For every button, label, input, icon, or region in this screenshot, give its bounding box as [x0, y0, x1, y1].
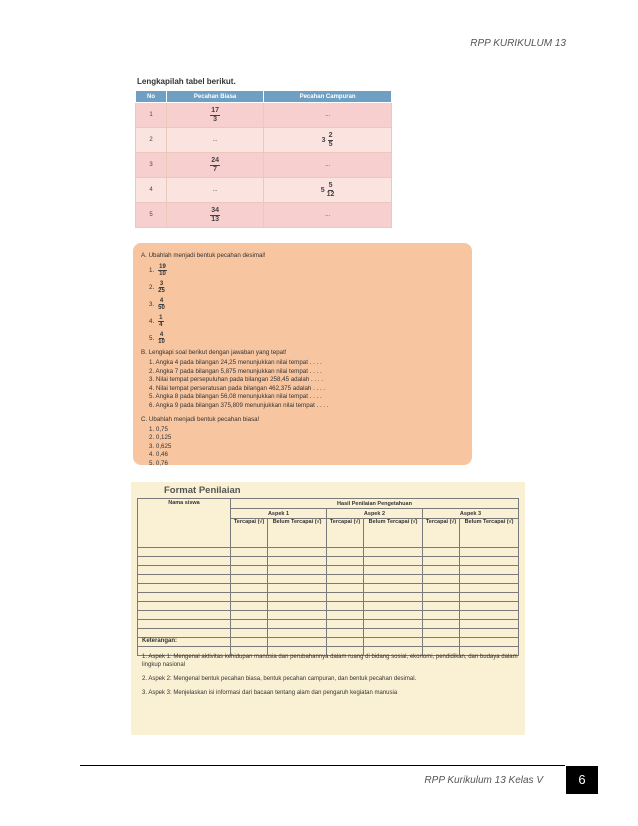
fraction-denominator: 3	[213, 115, 218, 123]
fraction	[158, 298, 165, 312]
section-b-title: B. Lengkapi soal berikut dengan jawaban yang tepat!	[141, 349, 287, 356]
page-number: 6	[566, 766, 598, 794]
fraction-numerator: 17	[211, 106, 219, 114]
list-item: 4. Nilai tempat perseratusan pada bilangan 462,375 adalah . . . .	[149, 384, 326, 392]
table-row	[138, 575, 519, 584]
fraction-numerator: 4	[159, 331, 164, 338]
empty-cell	[326, 575, 363, 584]
item-number: 4.	[149, 318, 155, 325]
empty-cell	[326, 593, 363, 602]
col-tercapai: Tercapai (√)	[326, 519, 363, 548]
list-item	[149, 313, 466, 330]
empty-cell	[460, 548, 519, 557]
table-row	[138, 620, 519, 629]
item-number: 5.	[149, 335, 155, 342]
fraction-denominator: 10	[158, 339, 165, 345]
assessment-table	[137, 498, 519, 656]
empty-cell	[326, 566, 363, 575]
empty-cell	[138, 548, 231, 557]
pecahan-biasa-cell: ...	[167, 178, 264, 203]
empty-cell	[231, 611, 268, 620]
item-number: 1.	[149, 267, 155, 274]
running-header: RPP KURIKULUM 13	[470, 38, 566, 49]
table-row	[136, 153, 392, 178]
footer-text: RPP Kurikulum 13 Kelas V	[424, 775, 543, 786]
fraction-numerator: 34	[211, 206, 219, 214]
mixed-fraction	[322, 132, 334, 149]
empty-cell	[422, 593, 459, 602]
fraction	[328, 132, 334, 149]
empty-cell	[460, 620, 519, 629]
empty-cell	[460, 566, 519, 575]
list-item: 2. Angka 7 pada bilangan 5,875 menunjukkan nilai tempat . . . .	[149, 367, 322, 375]
empty-cell	[422, 566, 459, 575]
format-title: Format Penilaian	[164, 485, 241, 496]
empty-cell	[460, 575, 519, 584]
col-hasil-penilaian: Hasil Penilaian Pengetahuan	[231, 499, 519, 509]
fraction-numerator: 2	[328, 131, 333, 139]
pecahan-campuran-cell	[264, 178, 392, 203]
empty-cell	[364, 557, 423, 566]
empty-cell	[460, 611, 519, 620]
col-nama-siswa: Nama siswa	[138, 499, 231, 548]
fraction-numerator: 1	[159, 314, 163, 321]
section-c-title: C. Ubahlah menjadi bentuk pecahan biasa!	[141, 415, 260, 423]
table-row	[138, 557, 519, 566]
empty-cell	[138, 584, 231, 593]
mixed-whole: 5	[320, 186, 325, 194]
footer-rule	[80, 765, 565, 766]
empty-cell	[231, 557, 268, 566]
fraction-denominator: 12	[326, 190, 335, 198]
fraction-denominator: 5	[328, 140, 333, 148]
list-item: 1. 0,75	[149, 425, 168, 433]
list-item: 6. Angka 9 pada bilangan 375,809 menunjukkan nilai tempat . . . .	[149, 401, 329, 409]
empty-cell	[138, 566, 231, 575]
row-number: 5	[136, 203, 167, 228]
pecahan-biasa-cell	[167, 203, 264, 228]
empty-cell	[326, 611, 363, 620]
table-row	[136, 203, 392, 228]
empty-cell	[422, 557, 459, 566]
fraction-denominator: 50	[158, 305, 165, 311]
list-item: 1. Angka 4 pada bilangan 24,25 menunjukkan nilai tempat . . . .	[149, 359, 322, 366]
empty-cell	[138, 557, 231, 566]
row-number: 2	[136, 128, 167, 153]
empty-cell	[364, 548, 423, 557]
assessment-format	[131, 482, 525, 735]
table-row	[136, 178, 392, 203]
empty-cell	[268, 611, 327, 620]
empty-cell	[268, 557, 327, 566]
fraction-numerator: 4	[159, 297, 164, 304]
empty-cell	[364, 593, 423, 602]
table-row	[138, 593, 519, 602]
empty-cell	[364, 611, 423, 620]
empty-cell	[422, 602, 459, 611]
pecahan-biasa-cell	[167, 153, 264, 178]
empty-cell	[268, 575, 327, 584]
empty-cell	[422, 611, 459, 620]
list-item: 4. 0,46	[149, 451, 168, 459]
fraction-denominator: 25	[158, 288, 165, 294]
empty-cell	[231, 566, 268, 575]
table-row	[138, 548, 519, 557]
empty-cell	[422, 584, 459, 593]
empty-cell	[364, 584, 423, 593]
empty-cell	[326, 557, 363, 566]
list-item: 5. 0,76	[149, 459, 168, 467]
empty-cell	[268, 593, 327, 602]
fraction-denominator: 7	[213, 165, 218, 173]
empty-cell	[326, 584, 363, 593]
item-number: 3.	[149, 301, 155, 308]
empty-cell	[460, 584, 519, 593]
list-item	[149, 262, 466, 279]
col-belum-tercapai: Belum Tercapai (√)	[364, 519, 423, 548]
pecahan-campuran-cell: ...	[264, 203, 392, 228]
empty-cell	[138, 611, 231, 620]
table-row	[138, 611, 519, 620]
pecahan-campuran-cell: ...	[264, 153, 392, 178]
empty-cell	[231, 593, 268, 602]
col-belum-tercapai: Belum Tercapai (√)	[460, 519, 519, 548]
empty-cell	[268, 566, 327, 575]
empty-cell	[268, 584, 327, 593]
empty-cell	[326, 620, 363, 629]
exercise-box	[133, 243, 472, 465]
pecahan-campuran-cell	[264, 128, 392, 153]
header-no: No	[136, 91, 167, 103]
empty-cell	[268, 602, 327, 611]
col-tercapai: Tercapai (√)	[231, 519, 268, 548]
keterangan	[142, 637, 520, 703]
empty-cell	[231, 584, 268, 593]
item-number: 2.	[149, 284, 155, 291]
col-belum-tercapai: Belum Tercapai (√)	[268, 519, 327, 548]
fraction-numerator: 19	[159, 263, 166, 270]
list-item: 2. 0,125	[149, 434, 172, 442]
mixed-whole: 3	[321, 136, 326, 144]
row-number: 1	[136, 103, 167, 128]
col-aspek-1: Aspek 1	[231, 509, 327, 519]
empty-cell	[138, 575, 231, 584]
empty-cell	[460, 557, 519, 566]
empty-cell	[364, 566, 423, 575]
fraction	[210, 107, 220, 124]
fraction	[327, 182, 335, 199]
table-row	[138, 566, 519, 575]
fraction	[210, 157, 220, 174]
fraction-denominator: 10	[159, 271, 166, 277]
empty-cell	[364, 575, 423, 584]
fraction-denominator: 4	[159, 322, 163, 328]
table-row	[138, 584, 519, 593]
empty-cell	[138, 593, 231, 602]
empty-cell	[364, 602, 423, 611]
col-aspek-3: Aspek 3	[422, 509, 518, 519]
fraction-table	[135, 90, 392, 228]
mixed-fraction	[321, 182, 335, 199]
keterangan-item: 1. Aspek 1: Mengenal aktivitas kehidupan manusia dan perubahannya dalam ruang di bidang sosial, ekonomi, pendidikan, dan budaya dalam lingkup nasional	[142, 654, 518, 668]
row-number: 4	[136, 178, 167, 203]
table-instruction: Lengkapilah tabel berikut.	[137, 77, 236, 86]
empty-cell	[422, 620, 459, 629]
row-number: 3	[136, 153, 167, 178]
header-pecahan-biasa: Pecahan Biasa	[167, 91, 264, 103]
keterangan-item: 2. Aspek 2: Mengenal bentuk pecahan biasa, bentuk pecahan campuran, dan bentuk pecahan desimal.	[142, 676, 417, 682]
fraction	[158, 264, 167, 278]
pecahan-biasa-cell: ...	[167, 128, 264, 153]
table-row	[136, 103, 392, 128]
fraction	[158, 332, 165, 346]
fraction-numerator: 3	[159, 280, 164, 287]
table-row	[136, 128, 392, 153]
list-item	[149, 296, 466, 313]
empty-cell	[138, 602, 231, 611]
empty-cell	[231, 575, 268, 584]
keterangan-item: 3. Aspek 3: Menjelaskan isi informasi dari bacaan tentang alam dan pengaruh kegiatan manusia	[142, 690, 398, 696]
pecahan-campuran-cell: ...	[264, 103, 392, 128]
header-pecahan-campuran: Pecahan Campuran	[264, 91, 392, 103]
col-aspek-2: Aspek 2	[326, 509, 422, 519]
empty-cell	[138, 620, 231, 629]
col-tercapai: Tercapai (√)	[422, 519, 459, 548]
empty-cell	[231, 620, 268, 629]
empty-cell	[364, 620, 423, 629]
empty-cell	[460, 602, 519, 611]
section-a-title: A. Ubahlah menjadi bentuk pecahan desimal!	[141, 252, 266, 259]
empty-cell	[460, 593, 519, 602]
fraction	[158, 315, 163, 329]
empty-cell	[231, 602, 268, 611]
table-row	[138, 602, 519, 611]
empty-cell	[231, 548, 268, 557]
list-item	[149, 279, 466, 296]
empty-cell	[422, 548, 459, 557]
fraction	[210, 207, 220, 224]
fraction-denominator: 13	[211, 215, 219, 223]
empty-cell	[268, 620, 327, 629]
fraction	[158, 281, 165, 295]
list-item: 5. Angka 8 pada bilangan 56,08 menunjukkan nilai tempat . . . .	[149, 393, 322, 401]
list-item: 3. Nilai tempat persepuluhan pada bilangan 258,45 adalah . . . .	[149, 376, 324, 384]
pecahan-biasa-cell	[167, 103, 264, 128]
keterangan-title: Keterangan:	[142, 638, 178, 644]
list-item: 3. 0,625	[149, 442, 172, 450]
fraction-numerator: 24	[211, 156, 219, 164]
empty-cell	[422, 575, 459, 584]
fraction-numerator: 5	[328, 181, 333, 189]
empty-cell	[326, 548, 363, 557]
empty-cell	[326, 602, 363, 611]
list-item	[149, 330, 466, 347]
empty-cell	[268, 548, 327, 557]
